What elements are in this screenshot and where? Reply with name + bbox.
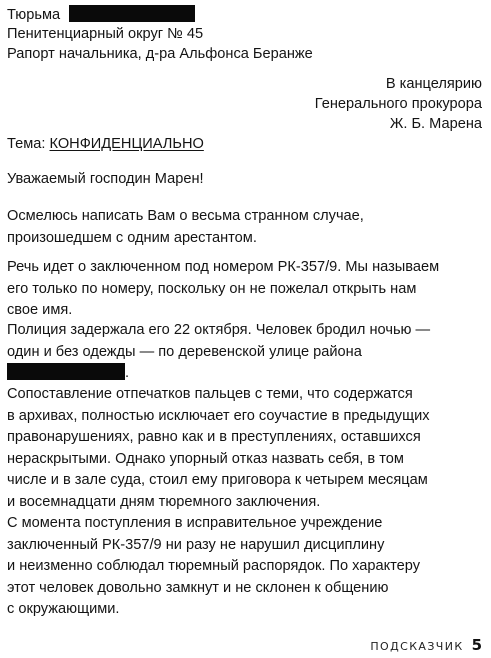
paragraph-4 xyxy=(7,384,485,513)
district-line: Пенитенциарный округ № 45 xyxy=(7,26,204,42)
prison-label: Тюрьма xyxy=(7,7,61,23)
paragraph-3 xyxy=(7,320,485,385)
paragraph-line: и восемнадцати дням тюремного заключения. xyxy=(7,493,321,510)
paragraph-line: свое имя. xyxy=(7,302,73,318)
paragraph-line: в архивах, полностью исключает его соучастие в предыдущих xyxy=(7,407,430,424)
paragraph-line: нераскрытыми. Однако упорный отказ назвать себя, в том xyxy=(7,450,404,467)
page-footer xyxy=(370,636,482,654)
paragraph-line: один и без одежды — по деревенской улице района xyxy=(7,343,362,360)
paragraph-2 xyxy=(7,257,485,322)
paragraph-line: произошедшем с одним арестантом. xyxy=(7,229,257,246)
paragraph-5 xyxy=(7,513,485,621)
paragraph-line: заключенный РК-357/9 ни разу не нарушил дисциплину xyxy=(7,536,385,553)
redacted-district-name xyxy=(7,363,125,380)
paragraph-line: Речь идет о заключенном под номером РК-357/9. Мы называем xyxy=(7,259,440,275)
paragraph-line: Осмелюсь написать Вам о весьма странном случае, xyxy=(7,208,364,224)
footer-label: ПОДСКАЗЧИК xyxy=(370,640,464,653)
paragraph-line: с окружающими. xyxy=(7,601,120,617)
recipient-line-2: Генерального прокурора xyxy=(314,96,482,112)
paragraph-line: и неизменно соблюдал тюремный распорядок. По характеру xyxy=(7,558,421,574)
paragraph-line: правонарушениях, равно как и в преступлениях, оставшихся xyxy=(7,429,421,445)
paragraph-line-redacted xyxy=(7,363,485,385)
paragraph-line: числе и в зале суда, стоил ему приговора к четырем месяцам xyxy=(7,472,428,488)
paragraph-line: Сопоставление отпечатков пальцев с теми, что содержатся xyxy=(7,386,413,402)
recipient-line-1: В канцелярию xyxy=(385,76,482,92)
paragraph-line: Полиция задержала его 22 октября. Человек бродил ночью — xyxy=(7,322,431,338)
redacted-prison-name xyxy=(69,5,195,22)
subject-value: КОНФИДЕНЦИАЛЬНО xyxy=(49,136,204,152)
page-number: 5 xyxy=(471,636,482,654)
prison-line xyxy=(7,5,195,24)
subject-label: Тема: xyxy=(7,136,46,152)
paragraph-1 xyxy=(7,206,485,249)
paragraph-line: его только по номеру, поскольку он не пожелал открыть нам xyxy=(7,280,417,297)
recipient-line-3: Ж. Б. Марена xyxy=(389,116,482,132)
period: . xyxy=(125,365,130,381)
paragraph-line: С момента поступления в исправительное учреждение xyxy=(7,515,383,531)
paragraph-line: этот человек довольно замкнут и не склонен к общению xyxy=(7,579,389,596)
report-line: Рапорт начальника, д-ра Альфонса Беранже xyxy=(7,46,313,62)
greeting: Уважаемый господин Марен! xyxy=(7,171,204,187)
subject-line xyxy=(7,135,204,153)
